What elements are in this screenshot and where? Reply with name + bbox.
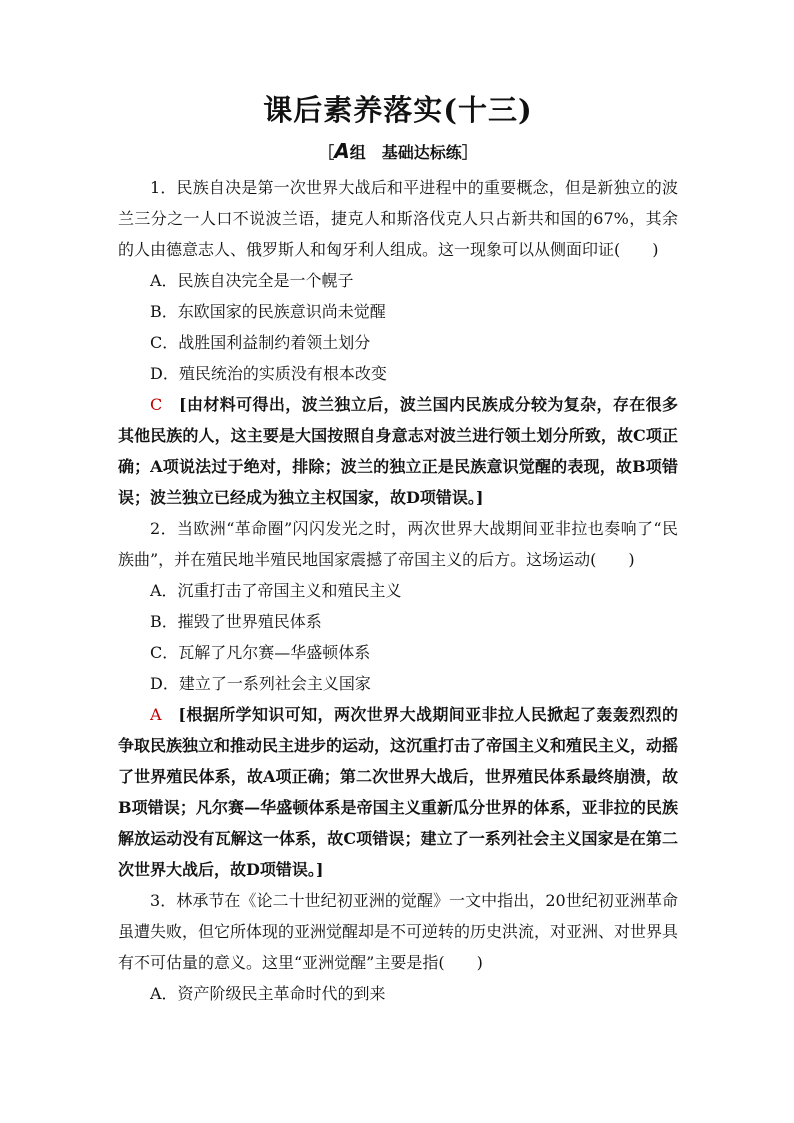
group-heading [118,140,678,164]
option: B．摧毁了世界殖民体系 [150,612,322,631]
question-stem: 3．林承节在《论二十世纪初亚洲的觉醒》一文中指出，20世纪初亚洲革命虽遭失败，但它所体现的亚洲觉醒却是不可逆转的历史洪流，对亚洲、对世界具有不可估量的意义。这里“亚洲觉醒”主要是指( ) [118,891,679,972]
answer-letter: C [150,395,163,414]
option: A．民族自决完全是一个幌子 [150,271,354,290]
answer-text: [由材料可得出，波兰独立后，波兰国内民族成分较为复杂，存在很多其他民族的人，这主要是大国按照自身意志对波兰进行领土划分所致，故C项正确；A项说法过于绝对，排除；波兰的独立正是民族意识觉醒的表现，故B项错误；波兰独立已经成为独立主权国家，故D项错误。] [118,395,678,507]
group-letter: A [334,139,350,163]
option: D．殖民统治的实质没有根本改变 [150,364,387,383]
page [118,90,678,1009]
answer-explanation [118,389,678,513]
answer-explanation [118,699,678,885]
option: B．东欧国家的民族意识尚未觉醒 [150,302,386,321]
question-stem: 1．民族自决是第一次世界大战后和平进程中的重要概念，但是新独立的波兰三分之一人口不说波兰语，捷克人和斯洛伐克人只占新共和国的67%，其余的人由德意志人、俄罗斯人和匈牙利人组成。这一现象可以从侧面印证( ) [118,178,678,259]
page-title: 课后素养落实(十三) [263,93,533,127]
option: D．建立了一系列社会主义国家 [150,674,371,693]
option: A．资产阶级民主革命时代的到来 [150,984,386,1003]
group-bracket-close: ］ [461,143,478,162]
option: C．瓦解了凡尔赛—华盛顿体系 [150,643,371,662]
answer-letter: A [150,705,162,724]
group-text: 组 基础达标练 [349,143,462,162]
question-stem: 2．当欧洲“革命圈”闪闪发光之时，两次世界大战期间亚非拉也奏响了“民族曲”，并在殖民地半殖民地国家震撼了帝国主义的后方。这场运动( ) [118,519,678,569]
answer-text: [根据所学知识可知，两次世界大战期间亚非拉人民掀起了轰轰烈烈的争取民族独立和推动民主进步的运动，这沉重打击了帝国主义和殖民主义，动摇了世界殖民体系，故A项正确；第二次世界大战后，世界殖民体系最终崩溃，故B项错误；凡尔赛—华盛顿体系是帝国主义重新瓜分世界的体系，亚非拉的民族解放运动没有瓦解这一体系，故C项错误；建立了一系列社会主义国家是在第二次世界大战后，故D项错误。] [118,705,679,879]
group-bracket-open: ［ [318,143,335,162]
option: C．战胜国利益制约着领土划分 [150,333,371,352]
option: A．沉重打击了帝国主义和殖民主义 [150,581,402,600]
